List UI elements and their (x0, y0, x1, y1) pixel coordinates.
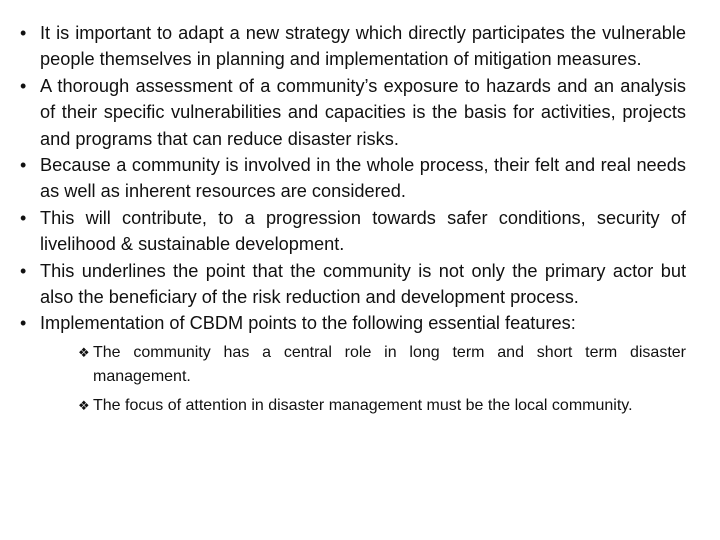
sub-bullet-text: The community has a central role in long term and short term disaster management. (93, 343, 686, 385)
bullet-item (18, 152, 686, 205)
sub-bullet-text: The focus of attention in disaster management must be the local community. (93, 396, 633, 414)
bullet-item (18, 310, 686, 417)
bullet-text: It is important to adapt a new strategy which directly participates the vulnerable people themselves in planning and implementation of mitigation measures. (40, 23, 686, 70)
bullet-text: Implementation of CBDM points to the following essential features: (40, 313, 576, 334)
bullet-text: This will contribute, to a progression towards safer conditions, security of livelihood & sustainable development. (40, 207, 686, 255)
bullet-dot-icon: • (20, 207, 27, 228)
bullet-list (18, 20, 686, 418)
bullet-item (18, 73, 686, 152)
slide-content (18, 20, 686, 535)
bullet-dot-icon: • (20, 23, 27, 43)
sub-bullet-list (78, 341, 686, 418)
diamond-bullet-icon: ❖ (78, 397, 90, 413)
bullet-item (18, 20, 686, 73)
diamond-bullet-icon: ❖ (78, 344, 90, 360)
bullet-text: A thorough assessment of a community’s exposure to hazards and an analysis of their specific vulnerabilities and capacities is the basis for activities, projects and programs that can reduce disaster risks. (40, 75, 686, 149)
bullet-item (18, 258, 686, 311)
bullet-dot-icon: • (20, 260, 27, 281)
bullet-dot-icon: • (20, 75, 27, 96)
sub-bullet-item (78, 394, 686, 418)
sub-bullet-item (78, 341, 686, 389)
bullet-item (18, 205, 686, 258)
bullet-text: This underlines the point that the community is not only the primary actor but also the beneficiary of the risk reduction and development process. (40, 260, 686, 308)
bullet-dot-icon: • (20, 313, 27, 334)
bullet-text: Because a community is involved in the whole process, their felt and real needs as well as inherent resources are considered. (40, 155, 686, 202)
bullet-dot-icon: • (20, 155, 27, 176)
